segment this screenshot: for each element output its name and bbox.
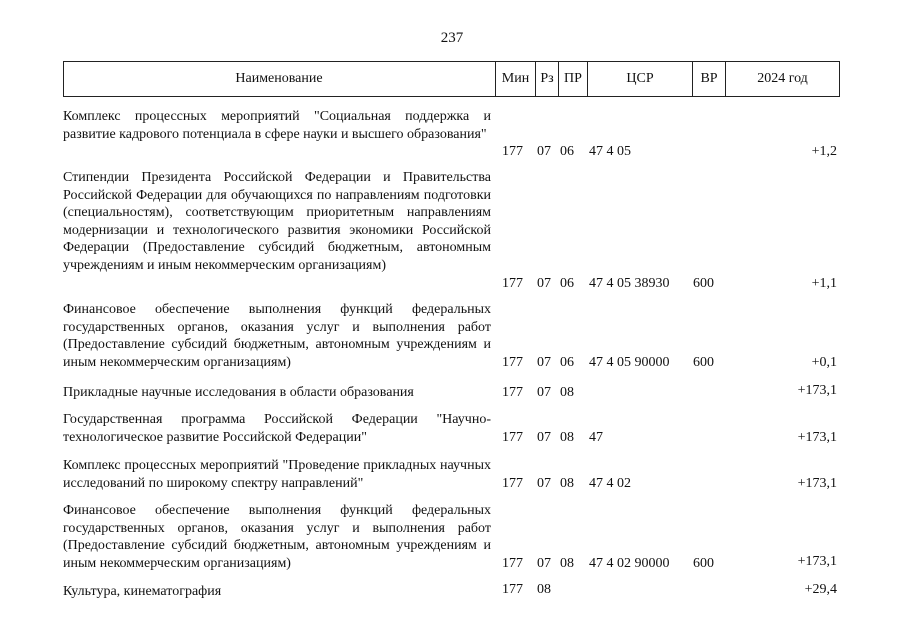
row-min: 177 (502, 276, 523, 291)
header-name: Наименование (235, 71, 323, 86)
row-csr: 47 4 02 (589, 476, 631, 491)
header-csr: ЦСР (626, 71, 654, 86)
row-csr: 47 4 02 90000 (589, 556, 670, 571)
row-name: Стипендии Президента Российской Федерации и Правительства Российской Федерации для обучающихся по направлениям подготовки (специальностям), соответствующим приоритетным направлениям модернизации и технологического развития экономики Российской Федерации (Предоставление субсидий бюджетным, автономным учреждениям и иным некоммерческим организациям) (63, 170, 491, 273)
row-value: +0,1 (811, 355, 837, 370)
row-name: Комплекс процессных мероприятий "Социальная поддержка и развитие кадрового потенциала в сфере науки и высшего образования" (63, 109, 491, 142)
header-pr: ПР (564, 71, 582, 86)
row-min: 177 (502, 582, 523, 597)
table-header (63, 61, 840, 97)
row-pr: 06 (560, 276, 574, 291)
row-pr: 06 (560, 355, 574, 370)
row-name: Государственная программа Российской Федерации "Научно-технологическое развитие Российской Федерации" (63, 412, 491, 445)
row-name: Культура, кинематография (63, 584, 222, 599)
row-vr: 600 (693, 276, 714, 291)
row-value: +29,4 (804, 582, 837, 597)
row-csr: 47 4 05 38930 (589, 276, 670, 291)
page-number: 237 (440, 30, 464, 46)
header-min: Мин (501, 71, 530, 86)
row-pr: 08 (560, 556, 574, 571)
row-name: Прикладные научные исследования в области образования (63, 385, 414, 400)
row-rz: 07 (537, 385, 551, 400)
row-min: 177 (502, 556, 523, 571)
header-year: 2024 год (757, 71, 808, 86)
row-pr: 08 (560, 476, 574, 491)
row-min: 177 (502, 476, 523, 491)
row-name: Комплекс процессных мероприятий "Проведение прикладных научных исследований по широкому спектру направлений" (63, 458, 491, 491)
row-min: 177 (502, 430, 523, 445)
row-min: 177 (502, 355, 523, 370)
row-name: Финансовое обеспечение выполнения функций федеральных государственных органов, оказания услуг и выполнения работ (Предоставление субсидий бюджетным, автономным учреждениям и иным некоммерческим организациям) (63, 503, 491, 571)
row-rz: 08 (537, 582, 551, 597)
row-value: +173,1 (797, 476, 837, 491)
row-csr: 47 (589, 430, 603, 445)
row-pr: 08 (560, 430, 574, 445)
row-pr: 08 (560, 385, 574, 400)
header-rz: Рз (540, 71, 554, 86)
header-vr: ВР (700, 71, 718, 86)
row-min: 177 (502, 144, 523, 159)
row-rz: 07 (537, 556, 551, 571)
row-value: +173,1 (797, 554, 837, 569)
row-value: +1,2 (811, 144, 837, 159)
row-csr: 47 4 05 90000 (589, 355, 670, 370)
row-rz: 07 (537, 276, 551, 291)
row-min: 177 (502, 385, 523, 400)
row-vr: 600 (693, 355, 714, 370)
row-csr: 47 4 05 (589, 144, 631, 159)
row-name: Финансовое обеспечение выполнения функций федеральных государственных органов, оказания услуг и выполнения работ (Предоставление субсидий бюджетным, автономным учреждениям и иным некоммерческим организациям) (63, 302, 491, 370)
row-rz: 07 (537, 430, 551, 445)
row-pr: 06 (560, 144, 574, 159)
row-value: +173,1 (797, 383, 837, 398)
row-vr: 600 (693, 556, 714, 571)
row-value: +1,1 (811, 276, 837, 291)
row-rz: 07 (537, 355, 551, 370)
row-rz: 07 (537, 144, 551, 159)
row-value: +173,1 (797, 430, 837, 445)
row-rz: 07 (537, 476, 551, 491)
